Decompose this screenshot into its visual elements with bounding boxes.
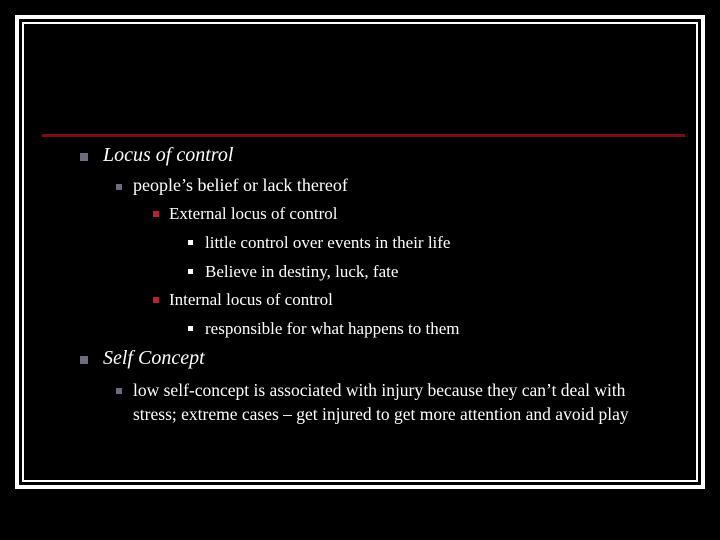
bullet-square-icon [153,297,159,303]
bullet-square-icon [188,240,193,245]
bullet-peoples-belief: people’s belief or lack thereof [133,175,348,195]
bullet-square-icon [188,326,193,331]
title-divider-rule [42,134,685,137]
bullet-little-control: little control over events in their life [205,233,451,252]
bullet-square-icon [80,356,88,364]
bullet-internal-locus: Internal locus of control [169,290,333,309]
bullet-self-concept: Self Concept [103,347,205,369]
bullet-low-self-concept: low self-concept is associated with injury because they can’t deal with stress; extreme cases – get injured to get more attention and avoid play [133,380,629,424]
bullet-believe-destiny: Believe in destiny, luck, fate [205,262,399,281]
bullet-square-icon [116,184,122,190]
bullet-square-icon [116,388,122,394]
bullet-square-icon [153,211,159,217]
bullet-external-locus: External locus of control [169,204,338,223]
bullet-square-icon [188,269,193,274]
bullet-square-icon [80,153,88,161]
bullet-locus-of-control: Locus of control [103,144,234,166]
bullet-responsible: responsible for what happens to them [205,319,460,338]
